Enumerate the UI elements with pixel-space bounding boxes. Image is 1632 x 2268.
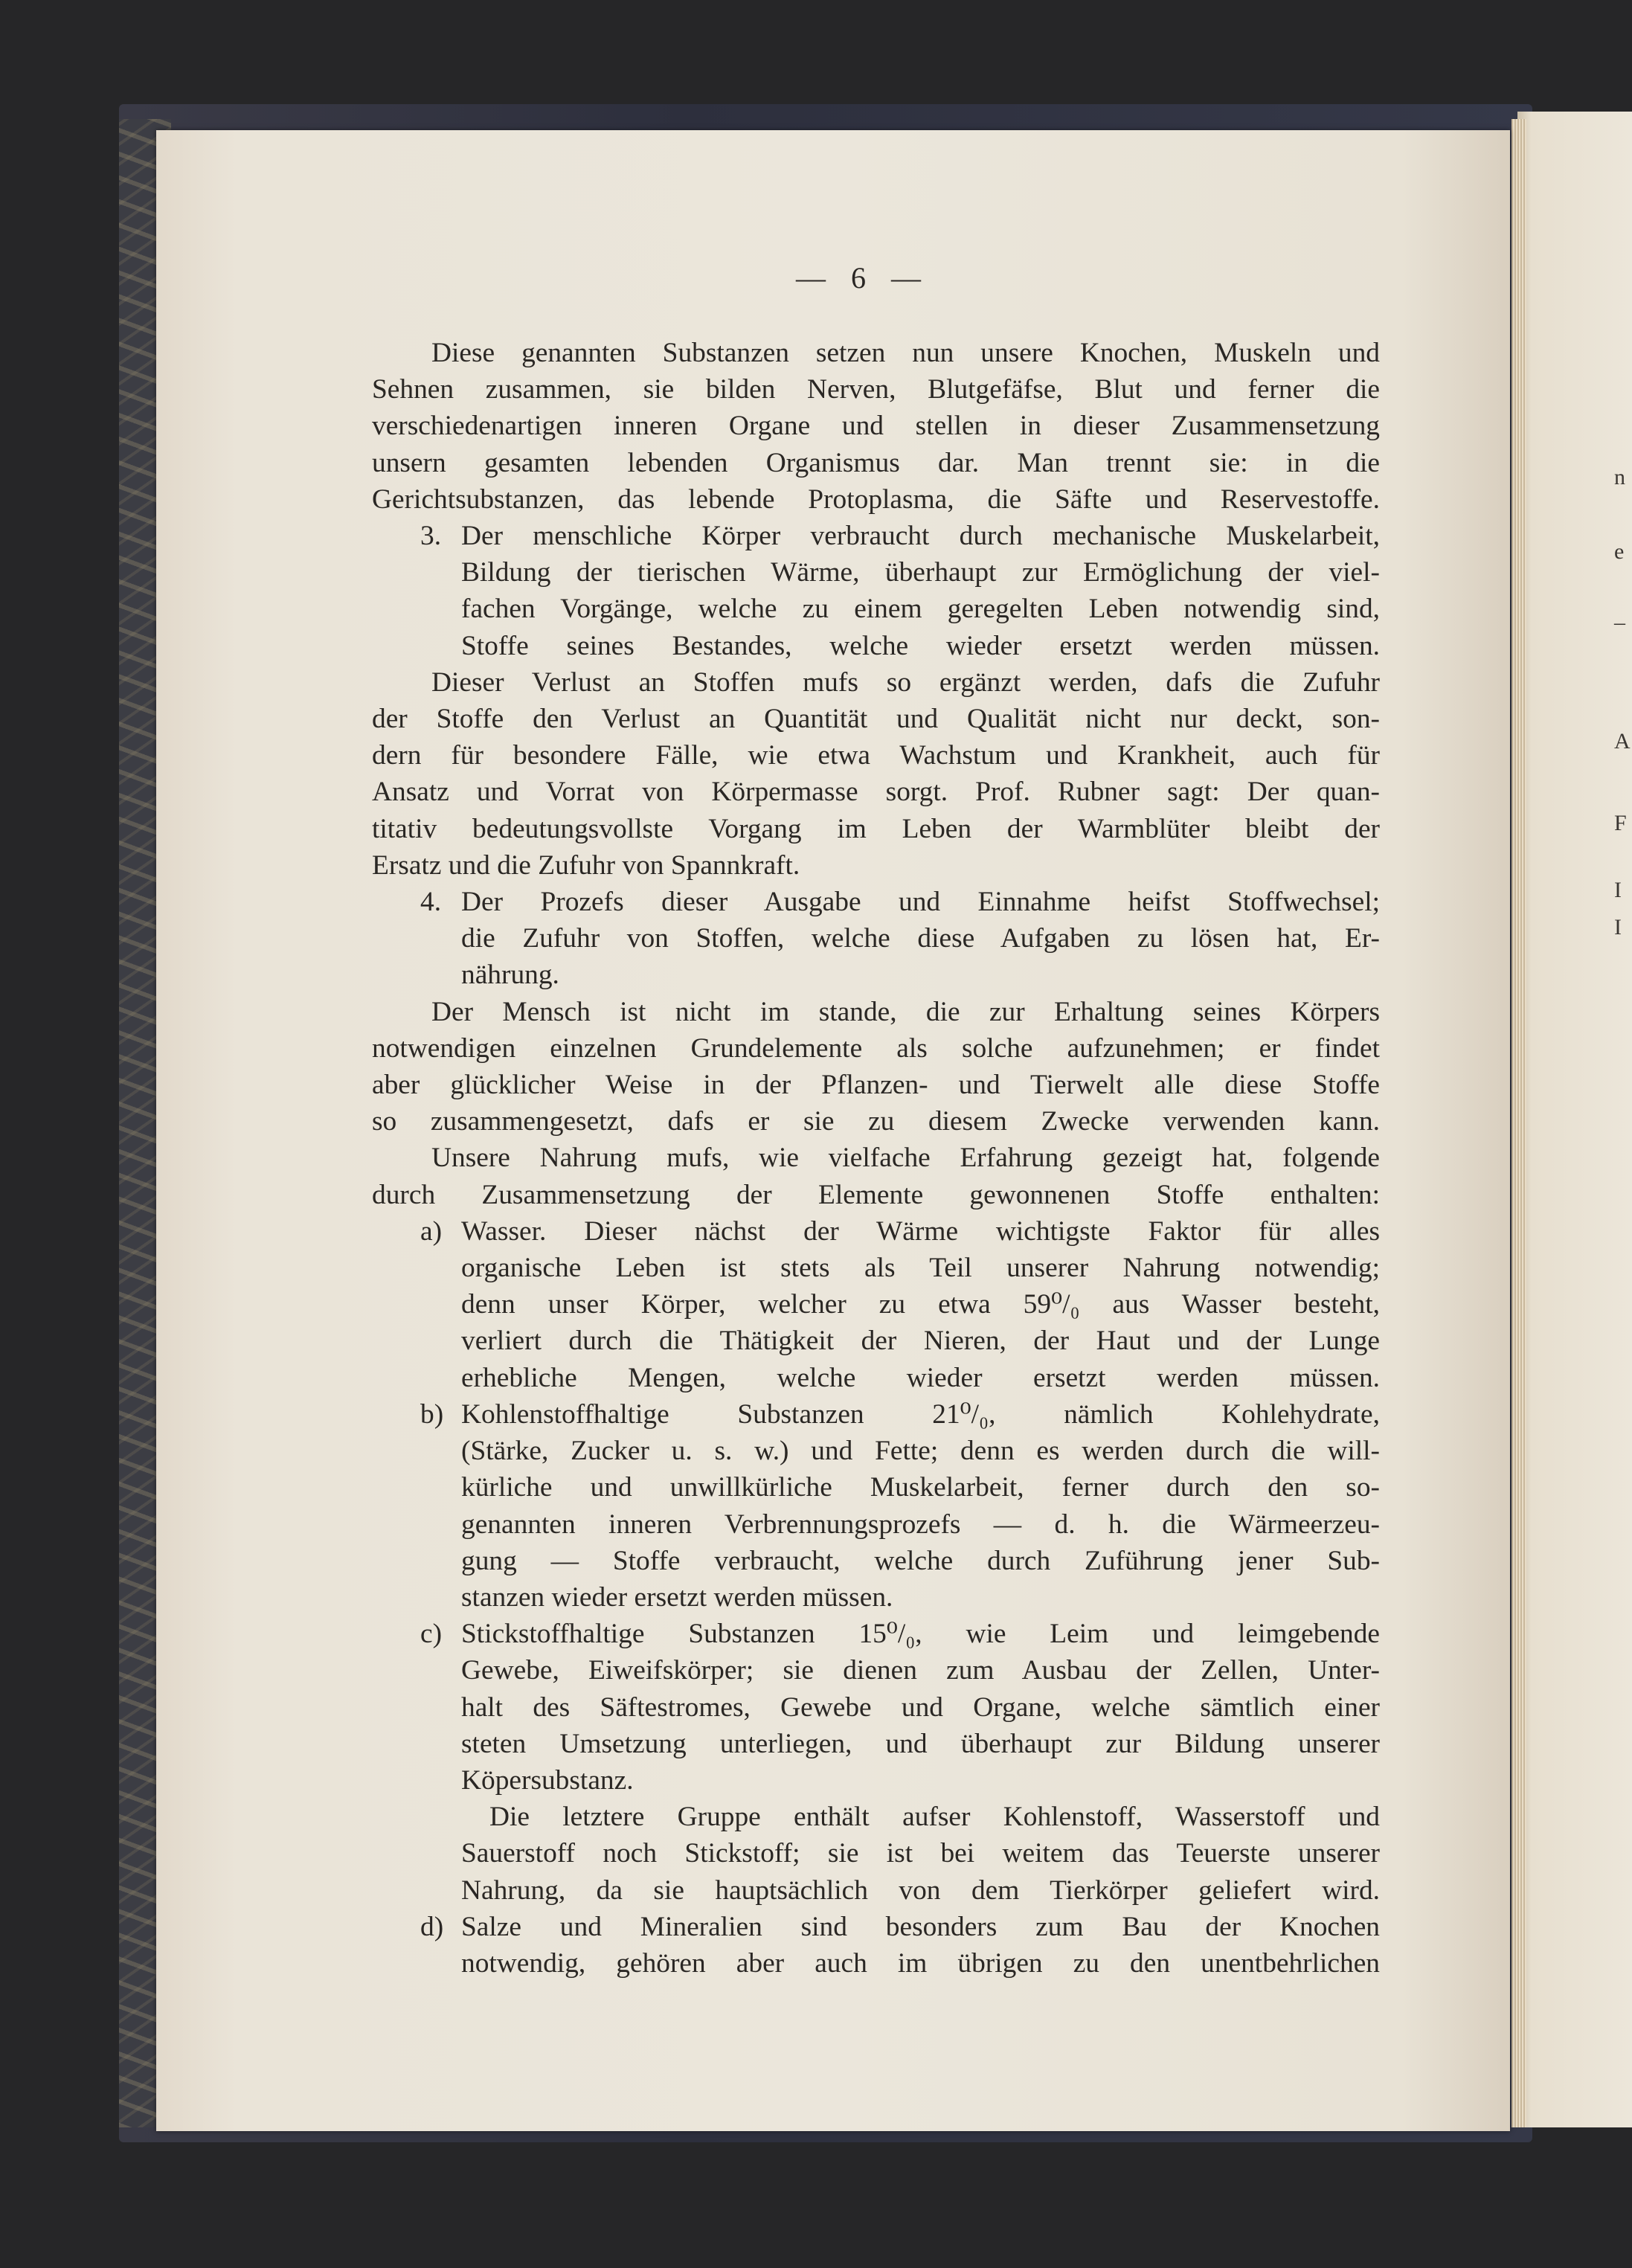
facing-page-letter: I bbox=[1614, 915, 1622, 939]
text-line: Köpersubstanz. bbox=[461, 1764, 634, 1796]
text-line: denn unser Körper, welcher zu etwa 59⁰/₀ aus Wasser besteht, bbox=[461, 1289, 1380, 1320]
facing-page-letter: – bbox=[1614, 610, 1625, 635]
page-number: — 6 — bbox=[796, 261, 930, 295]
facing-page-letter: n bbox=[1614, 465, 1625, 489]
text-line: Bildung der tierischen Wärme, überhaupt zur Ermöglichung der viel- bbox=[461, 557, 1380, 588]
text-line: Der Mensch ist nicht im stande, die zur Erhaltung seines Körpers bbox=[431, 996, 1380, 1027]
list-item-c bbox=[372, 1616, 1380, 1909]
text-line: Ansatz und Vorrat von Körpermasse sorgt. Prof. Rubner sagt: Der quan- bbox=[372, 777, 1380, 808]
text-line: kürliche und unwillkürliche Muskelarbeit, ferner durch den so- bbox=[461, 1472, 1380, 1503]
item-label: 4. bbox=[420, 887, 442, 918]
paragraph-3 bbox=[372, 994, 1380, 1140]
paragraph-4 bbox=[372, 1140, 1380, 1212]
text-line: Ersatz und die Zufuhr von Spannkraft. bbox=[372, 849, 800, 881]
item-label: b) bbox=[420, 1398, 444, 1430]
facing-page-letter: F bbox=[1614, 811, 1627, 835]
text-line: Die letztere Gruppe enthält aufser Kohlenstoff, Wasserstoff und bbox=[489, 1802, 1380, 1833]
facing-page-letter: e bbox=[1614, 539, 1625, 564]
text-line: organische Leben ist stets als Teil unserer Nahrung notwendig; bbox=[461, 1253, 1380, 1284]
page-edges bbox=[1511, 119, 1526, 2127]
text-line: aber glücklicher Weise in der Pflanzen- und Tierwelt alle diese Stoffe bbox=[372, 1070, 1380, 1101]
text-line: nährung. bbox=[461, 960, 559, 991]
text-line: Diese genannten Substanzen setzen nun unsere Knochen, Muskeln und bbox=[431, 338, 1380, 368]
text-line: verschiedenartigen inneren Organe und stellen in dieser Zusammensetzung bbox=[372, 411, 1380, 442]
text-line: so zusammengesetzt, dafs er sie zu diesem Zwecke verwenden kann. bbox=[372, 1106, 1380, 1137]
list-item-a bbox=[372, 1213, 1380, 1396]
text-line: die Zufuhr von Stoffen, welche diese Aufgaben zu lösen hat, Er- bbox=[461, 923, 1380, 954]
text-line: durch Zusammensetzung der Elemente gewonnenen Stoffe enthalten: bbox=[372, 1179, 1380, 1210]
numbered-item-3 bbox=[372, 518, 1380, 664]
text-line: Kohlenstoffhaltige Substanzen 21⁰/₀, nämlich Kohlehydrate, bbox=[461, 1398, 1380, 1430]
text-line: genannten inneren Verbrennungsprozefs — d. h. die Wärmeerzeu- bbox=[461, 1509, 1380, 1540]
text-line: notwendig, gehören aber auch im übrigen zu den unentbehrlichen bbox=[461, 1947, 1380, 1979]
text-line: erhebliche Mengen, welche wieder ersetzt werden müssen. bbox=[461, 1362, 1380, 1393]
text-line: Stickstoffhaltige Substanzen 15⁰/₀, wie Leim und leimgebende bbox=[461, 1619, 1380, 1650]
text-line: steten Umsetzung unterliegen, und überhaupt zur Bildung unserer bbox=[461, 1728, 1380, 1759]
text-line: unsern gesamten lebenden Organismus dar. Man trennt sie: in die bbox=[372, 447, 1380, 478]
numbered-item-4 bbox=[372, 884, 1380, 994]
text-line: Sehnen zusammen, sie bilden Nerven, Blutgefäfse, Blut und ferner die bbox=[372, 374, 1380, 405]
text-line: verliert durch die Thätigkeit der Nieren, der Haut und der Lunge bbox=[461, 1326, 1380, 1357]
text-line: stanzen wieder ersetzt werden müssen. bbox=[461, 1581, 893, 1613]
facing-page bbox=[1517, 112, 1632, 2127]
text-line: notwendigen einzelnen Grundelemente als solche aufzunehmen; er findet bbox=[372, 1032, 1380, 1064]
facing-page-letter: I bbox=[1614, 878, 1622, 902]
text-line: titativ bedeutungsvollste Vorgang im Leben der Warmblüter bleibt der bbox=[372, 813, 1380, 844]
text-line: Stoffe seines Bestandes, welche wieder ersetzt werden müssen. bbox=[461, 630, 1380, 661]
list-item-b bbox=[372, 1396, 1380, 1616]
item-label: c) bbox=[420, 1619, 443, 1650]
text-line: Der menschliche Körper verbraucht durch mechanische Muskelarbeit, bbox=[461, 521, 1380, 552]
text-line: Nahrung, da sie hauptsächlich von dem Tierkörper geliefert wird. bbox=[461, 1875, 1380, 1906]
text-line: Sauerstoff noch Stickstoff; sie ist bei weitem das Teuerste unserer bbox=[461, 1838, 1380, 1869]
text-line: Unsere Nahrung mufs, wie vielfache Erfahrung gezeigt hat, folgende bbox=[431, 1143, 1380, 1174]
item-label: a) bbox=[420, 1215, 443, 1247]
text-line: Gewebe, Eiweifskörper; sie dienen zum Ausbau der Zellen, Unter- bbox=[461, 1655, 1380, 1686]
page-text bbox=[372, 335, 1380, 1982]
paragraph-2 bbox=[372, 664, 1380, 884]
text-line: Der Prozefs dieser Ausgabe und Einnahme heifst Stoffwechsel; bbox=[461, 887, 1380, 918]
text-line: Wasser. Dieser nächst der Wärme wichtigste Faktor für alles bbox=[461, 1215, 1380, 1247]
text-line: (Stärke, Zucker u. s. w.) und Fette; denn es werden durch die will- bbox=[461, 1436, 1380, 1467]
text-line: dern für besondere Fälle, wie etwa Wachstum und Krankheit, auch für bbox=[372, 740, 1380, 771]
facing-page-letter: A bbox=[1614, 729, 1631, 754]
text-line: halt des Säftestromes, Gewebe und Organe, welche sämtlich einer bbox=[461, 1692, 1380, 1723]
paragraph-1 bbox=[372, 335, 1380, 518]
text-line: der Stoffe den Verlust an Quantität und Qualität nicht nur deckt, son- bbox=[372, 704, 1380, 735]
text-line: Dieser Verlust an Stoffen mufs so ergänzt werden, dafs die Zufuhr bbox=[431, 666, 1380, 698]
text-line: gung — Stoffe verbraucht, welche durch Zuführung jener Sub- bbox=[461, 1545, 1380, 1576]
item-label: 3. bbox=[420, 521, 442, 552]
text-line: fachen Vorgänge, welche zu einem geregelten Leben notwendig sind, bbox=[461, 594, 1380, 625]
text-line: Salze und Mineralien sind besonders zum Bau der Knochen bbox=[461, 1911, 1380, 1942]
text-line: Gerichtsubstanzen, das lebende Protoplasma, die Säfte und Reservestoffe. bbox=[372, 484, 1380, 515]
item-label: d) bbox=[420, 1911, 444, 1942]
list-item-d bbox=[372, 1909, 1380, 1982]
